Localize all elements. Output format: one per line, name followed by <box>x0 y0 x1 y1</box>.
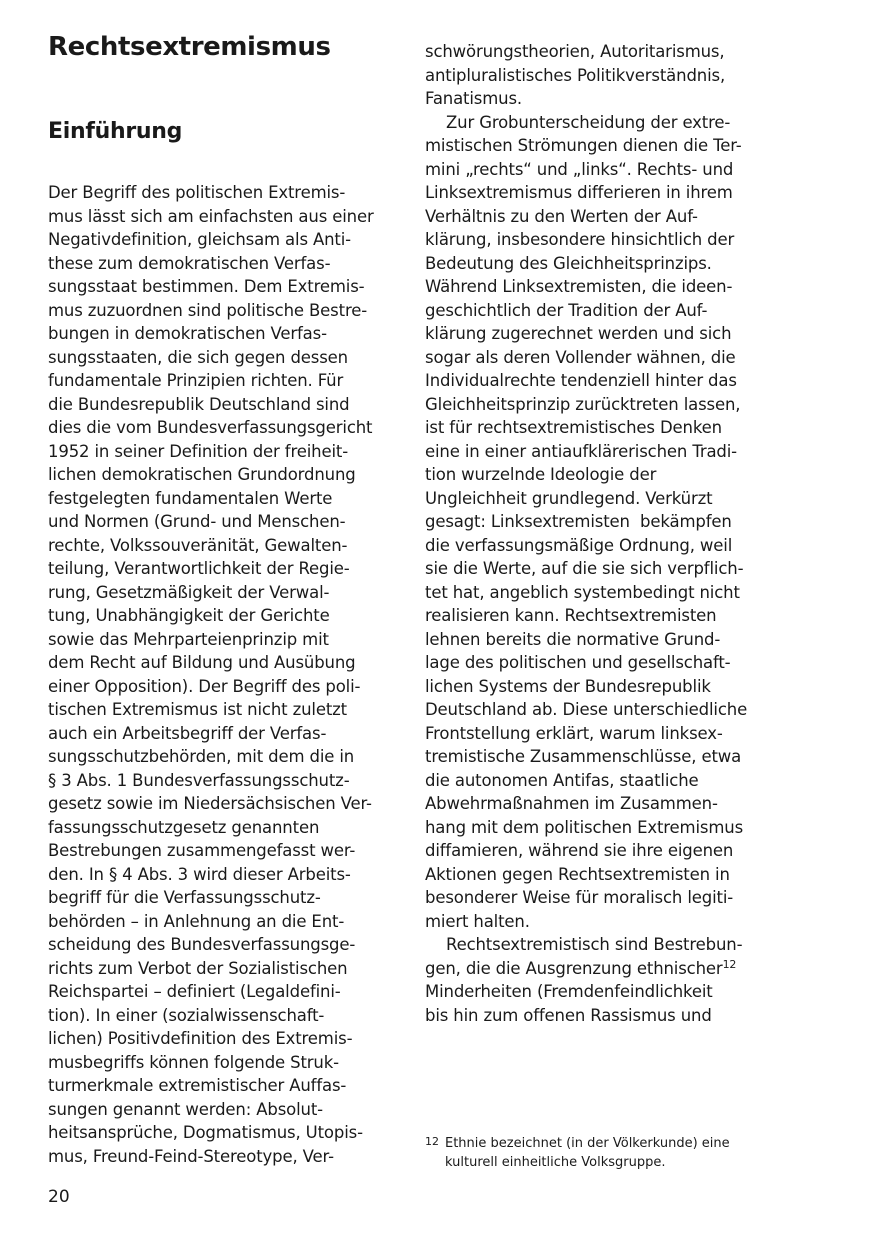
footnote-reference[interactable]: 12 <box>722 957 737 971</box>
paragraph-first-line: Zur Grobunterscheidung der extre- <box>446 112 731 132</box>
text-line: gesagt: Linksextremisten bekämpfen <box>425 512 732 531</box>
text-line: schwörungstheorien, Autoritarismus, <box>425 42 725 61</box>
text-line: besonderer Weise für moralisch legiti- <box>425 888 734 907</box>
text-line: fundamentale Prinzipien richten. Für <box>48 371 344 390</box>
text-line: rechte, Volkssouveränität, Gewalten- <box>48 535 348 555</box>
text-line: Während Linksextremisten, die ideen- <box>425 277 733 296</box>
text-line: klärung zugerechnet werden und sich <box>425 324 732 343</box>
text-line-with-footnote-ref <box>425 957 736 981</box>
text-line: mus lässt sich am einfachsten aus einer <box>48 206 374 226</box>
text-line: antipluralistisches Politikverständnis, <box>425 65 726 85</box>
text-line: musbegriffs können folgende Struk- <box>48 1052 339 1072</box>
text-line: mistischen Strömungen dienen die Ter- <box>425 136 742 155</box>
text-line: behörden – in Anlehnung an die Ent- <box>48 911 345 931</box>
text-line: lehnen bereits die normative Grund- <box>425 629 721 649</box>
text-line: scheidung des Bundesverfassungsge- <box>48 935 356 954</box>
text-line: tremistische Zusammenschlüsse, etwa <box>425 747 742 766</box>
text-line: sogar als deren Vollender wähnen, die <box>425 347 736 367</box>
text-line: fassungsschutzgesetz genannten <box>48 817 320 837</box>
text-line: hang mit dem politischen Extremismus <box>425 817 744 837</box>
footnote-text-line: Ethnie bezeichnet (in der Völkerkunde) eine <box>445 1136 730 1151</box>
text-line: tischen Extremismus ist nicht zuletzt <box>48 700 347 719</box>
footnote-text-line: kulturell einheitliche Volksgruppe. <box>445 1155 666 1170</box>
text-line: geschichtlich der Tradition der Auf- <box>425 300 708 320</box>
text-line: miert halten. <box>425 911 530 931</box>
text-line: dies die vom Bundesverfassungsgericht <box>48 418 373 437</box>
text-line: tung, Unabhängigkeit der Gerichte <box>48 606 330 625</box>
text-line: Bestrebungen zusammengefasst wer- <box>48 841 356 860</box>
text-line: Bedeutung des Gleichheitsprinzips. <box>425 253 712 273</box>
text-line: richts zum Verbot der Sozialistischen <box>48 958 348 978</box>
text-line: diffamieren, während sie ihre eigenen <box>425 841 734 860</box>
text-line: lichen) Positivdefinition des Extremis- <box>48 1029 353 1048</box>
text-line: mus zuzuordnen sind politische Bestre- <box>48 300 368 320</box>
text-line: these zum demokratischen Verfas- <box>48 253 331 273</box>
text-line: einer Opposition). Der Begriff des poli- <box>48 676 361 696</box>
text-line: Gleichheitsprinzip zurücktreten lassen, <box>425 394 741 414</box>
section-heading: Einführung <box>48 119 183 144</box>
text-line: Linksextremismus differieren in ihrem <box>425 183 733 202</box>
page-number: 20 <box>48 1187 70 1207</box>
paragraph-first-line: Rechtsextremistisch sind Bestrebun- <box>446 935 743 954</box>
text-line: rung, Gesetzmäßigkeit der Verwal- <box>48 582 330 602</box>
text-line: sungen genannt werden: Absolut- <box>48 1099 323 1119</box>
text-line: Deutschland ab. Diese unterschiedliche <box>425 700 748 719</box>
text-line: Negativdefinition, gleichsam als Anti- <box>48 230 351 249</box>
text-line: den. In § 4 Abs. 3 wird dieser Arbeits- <box>48 864 351 884</box>
text-line: bungen in demokratischen Verfas- <box>48 324 327 343</box>
text-line: auch ein Arbeitsbegriff der Verfas- <box>48 723 327 743</box>
text-line: sungsstaaten, die sich gegen dessen <box>48 347 348 367</box>
text-line: Reichspartei – definiert (Legaldefini- <box>48 982 341 1001</box>
page-title: Rechtsextremismus <box>48 32 331 62</box>
text-line: dem Recht auf Bildung und Ausübung <box>48 653 356 672</box>
text-line: Abwehrmaßnahmen im Zusammen- <box>425 794 718 813</box>
text-line: lage des politischen und gesellschaft- <box>425 653 731 672</box>
text-line: tet hat, angeblich systembedingt nicht <box>425 582 740 602</box>
text-line: lichen demokratischen Grundordnung <box>48 465 356 484</box>
text-line: mini „rechts“ und „links“. Rechts- und <box>425 159 734 179</box>
text-line: tion). In einer (sozialwissenschaft- <box>48 1005 325 1025</box>
text-line: Verhältnis zu den Werten der Auf- <box>425 206 698 226</box>
text-line: turmerkmale extremistischer Auffas- <box>48 1076 347 1095</box>
text-line: eine in einer antiaufklärerischen Tradi- <box>425 441 737 461</box>
text-line: die verfassungsmäßige Ordnung, weil <box>425 535 733 555</box>
text-line: klärung, insbesondere hinsichtlich der <box>425 230 735 249</box>
text-line: lichen Systems der Bundesrepublik <box>425 676 711 696</box>
text-line: sie die Werte, auf die sie sich verpflich- <box>425 559 744 578</box>
text-line: Der Begriff des politischen Extremis- <box>48 183 346 202</box>
text-line: begriff für die Verfassungsschutz- <box>48 888 321 907</box>
text-line: die Bundesrepublik Deutschland sind <box>48 394 350 414</box>
text-line: Fanatismus. <box>425 89 523 108</box>
footnote <box>425 1134 775 1172</box>
text-line: Frontstellung erklärt, warum linksex- <box>425 723 723 743</box>
text-line: sowie das Mehrparteienprinzip mit <box>48 629 329 649</box>
text-line: tion wurzelnde Ideologie der <box>425 465 657 484</box>
text-line: mus, Freund-Feind-Stereotype, Ver- <box>48 1146 334 1166</box>
footnote-number: 12 <box>425 1135 439 1148</box>
text-line: sungsstaat bestimmen. Dem Extremis- <box>48 277 365 296</box>
text-line: 1952 in seiner Definition der freiheit- <box>48 441 349 461</box>
text-line: heitsansprüche, Dogmatismus, Utopis- <box>48 1123 363 1142</box>
text-line: festgelegten fundamentalen Werte <box>48 488 333 508</box>
text-line: sungsschutzbehörden, mit dem die in <box>48 747 355 766</box>
text-line: und Normen (Grund- und Menschen- <box>48 512 346 531</box>
text-line: ist für rechtsextremistisches Denken <box>425 418 722 437</box>
text-line: Minderheiten (Fremdenfeindlichkeit <box>425 982 713 1001</box>
text-line: gesetz sowie im Niedersächsischen Ver- <box>48 794 372 813</box>
text-line: gen, die die Ausgrenzung ethnischer <box>425 958 723 978</box>
text-line: die autonomen Antifas, staatliche <box>425 770 699 790</box>
text-line: realisieren kann. Rechtsextremisten <box>425 606 717 625</box>
text-line: Aktionen gegen Rechtsextremisten in <box>425 864 730 884</box>
text-line: § 3 Abs. 1 Bundesverfassungsschutz- <box>48 770 350 790</box>
text-line: bis hin zum offenen Rassismus und <box>425 1005 712 1025</box>
text-line: Individualrechte tendenziell hinter das <box>425 371 737 390</box>
text-line: teilung, Verantwortlichkeit der Regie- <box>48 559 350 578</box>
text-line: Ungleichheit grundlegend. Verkürzt <box>425 488 713 508</box>
